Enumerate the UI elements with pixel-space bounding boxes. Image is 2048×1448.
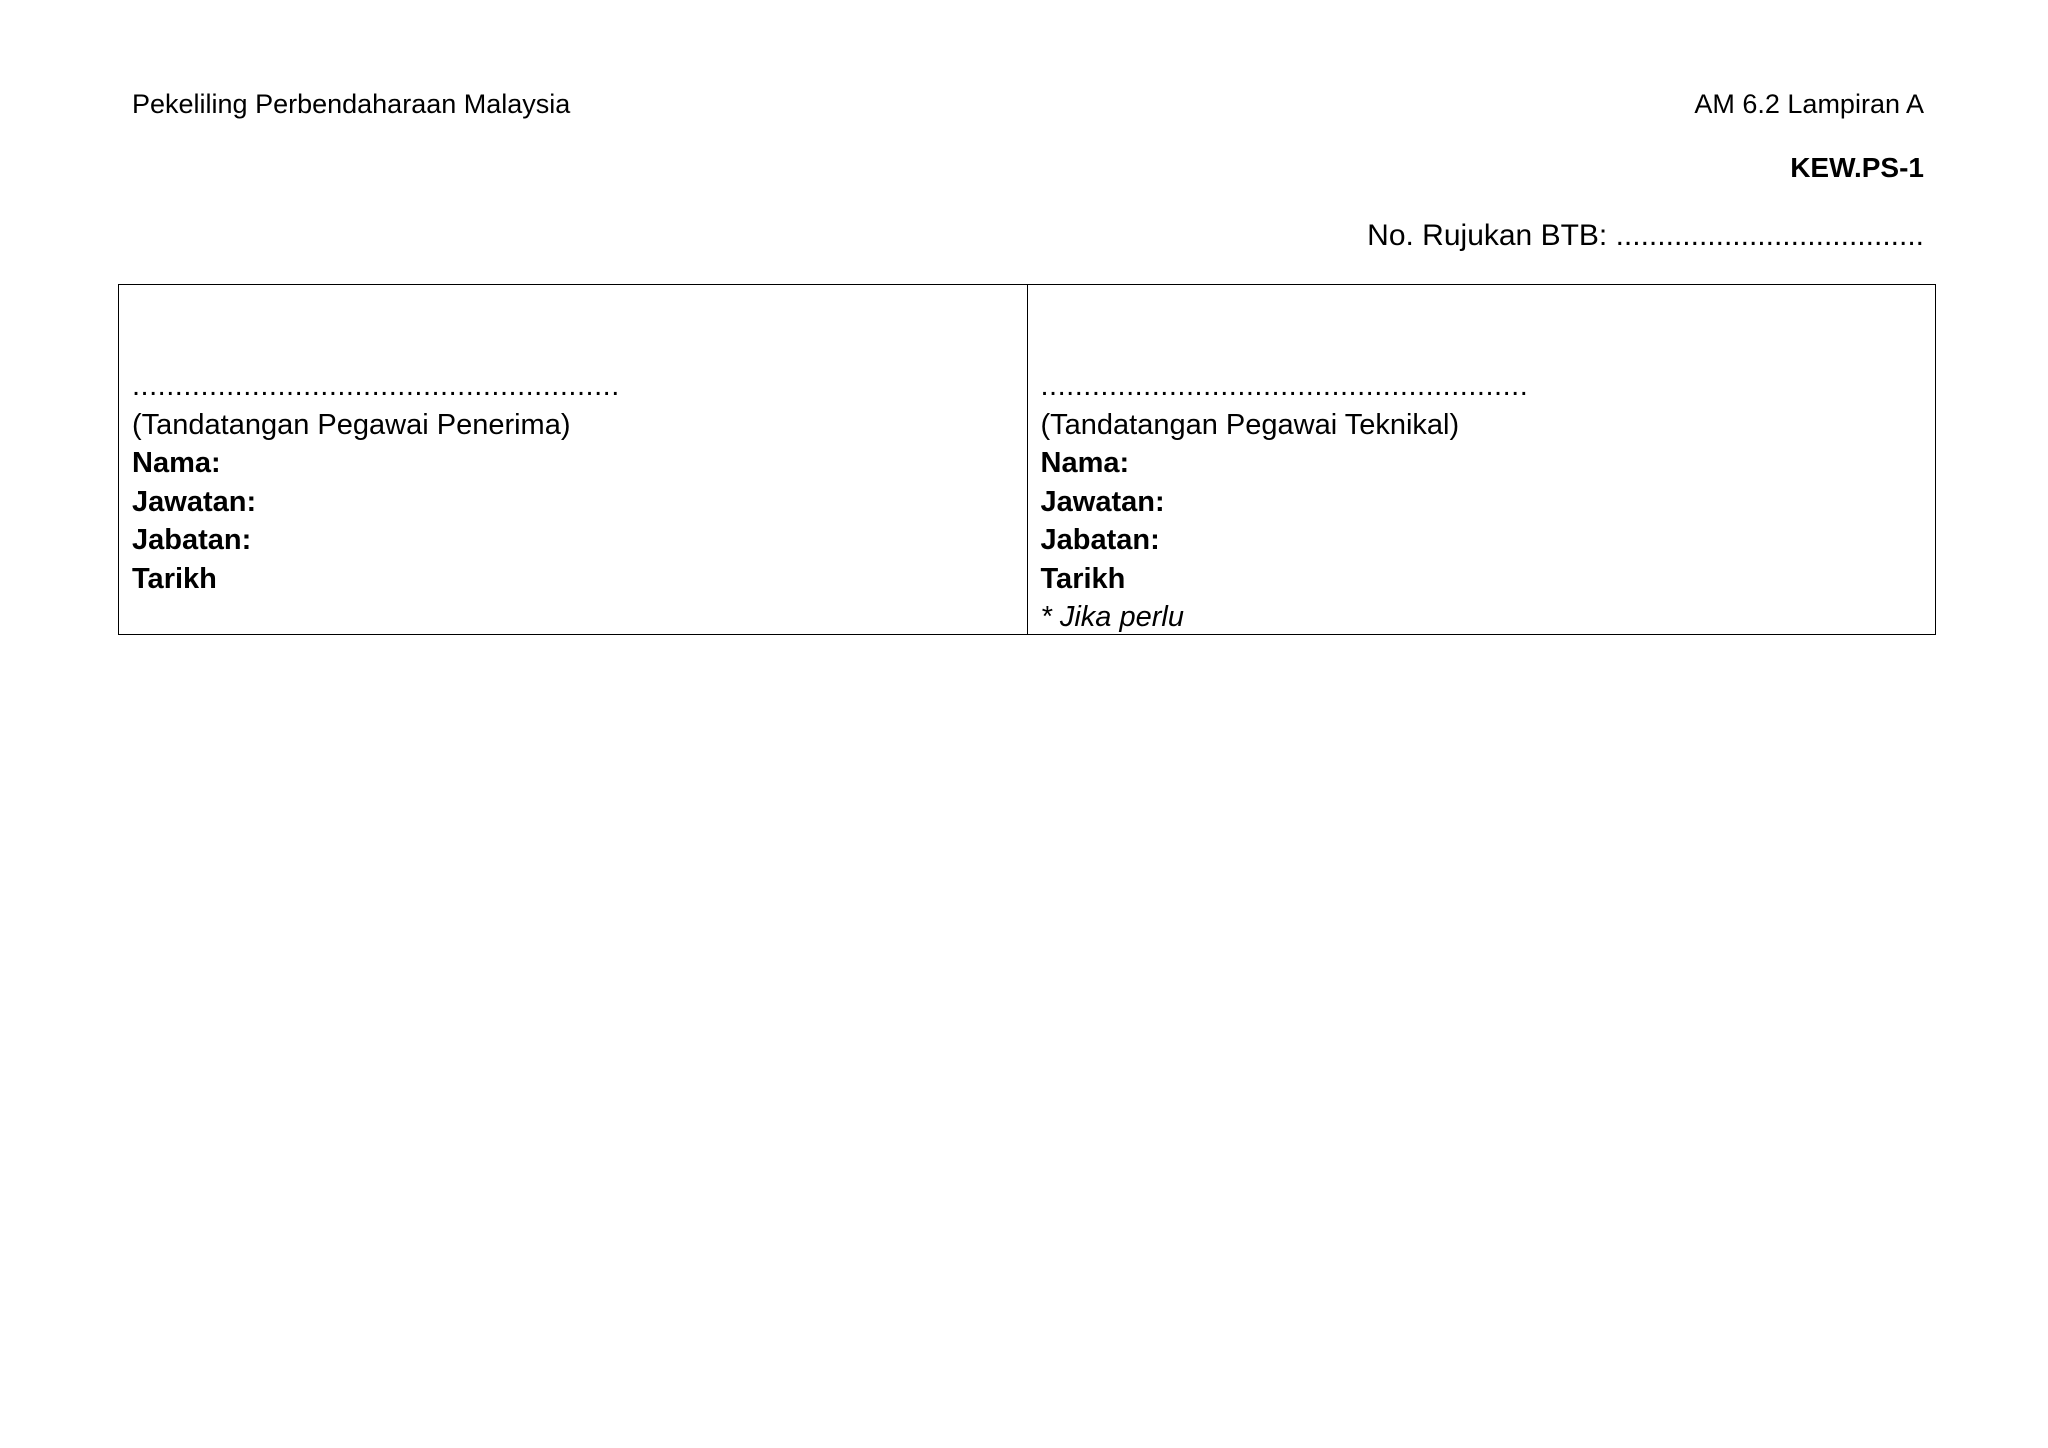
document-source: Pekeliling Perbendaharaan Malaysia xyxy=(132,89,571,119)
signature-caption: (Tandatangan Pegawai Teknikal) xyxy=(1040,408,1460,441)
receiving-officer-cell xyxy=(119,285,1027,634)
position-label: Jawatan: xyxy=(132,485,257,518)
signature-caption: (Tandatangan Pegawai Penerima) xyxy=(132,408,571,441)
position-label: Jawatan: xyxy=(1040,485,1165,518)
name-label: Nama: xyxy=(132,447,221,479)
name-label: Nama: xyxy=(1040,447,1130,479)
form-code: KEW.PS-1 xyxy=(1790,152,1924,183)
technical-officer-cell xyxy=(1027,285,1936,634)
btb-reference-number: No. Rujukan BTB: ..................................... xyxy=(1367,219,1924,252)
department-label: Jabatan: xyxy=(1040,524,1160,556)
date-label: Tarikh xyxy=(132,562,217,595)
signature-table xyxy=(118,284,1936,635)
date-label: Tarikh xyxy=(1040,562,1126,595)
signature-line: ......................................................... xyxy=(132,370,620,402)
technical-officer-block xyxy=(1041,367,1529,637)
optional-note: * Jika perlu xyxy=(1040,601,1184,633)
signature-line: ......................................................... xyxy=(1040,370,1529,402)
document-appendix-ref: AM 6.2 Lampiran A xyxy=(1694,89,1924,119)
receiving-officer-block xyxy=(132,367,620,598)
department-label: Jabatan: xyxy=(132,524,252,556)
